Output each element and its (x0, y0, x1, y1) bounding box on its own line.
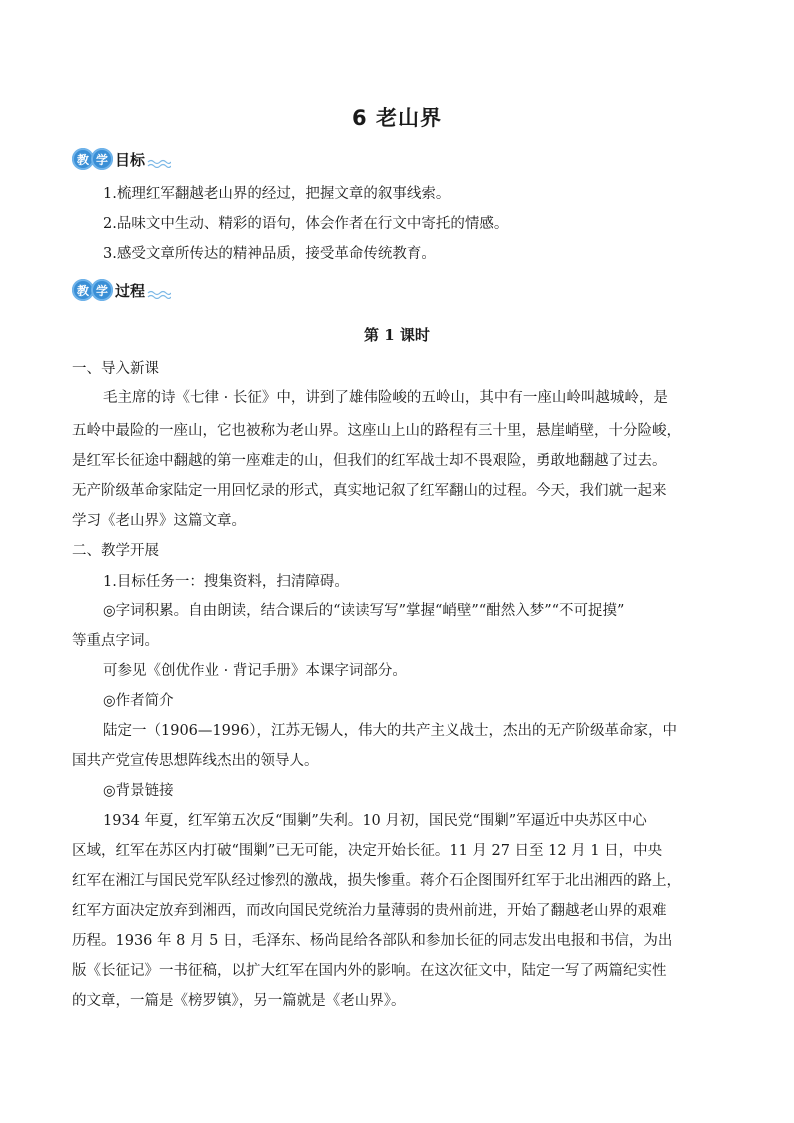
objective-item: 1.梳理红军翻越老山界的经过，把握文章的叙事线索。 (103, 186, 451, 202)
paragraph-line: 历程。1936 年 8 月 5 日，毛泽东、杨尚昆给各部队和参加长征的同志发出电报和书信，为出 (72, 933, 673, 949)
paragraph-line: 红军在湘江与国民党军队经过惨烈的激战，损失惨重。蒋介石企图围歼红军于北出湘西的路上， (72, 873, 681, 889)
objective-item: 3.感受文章所传达的精神品质，接受革命传统教育。 (103, 246, 436, 262)
paragraph-line: 1934 年夏，红军第五次反“围剿”失利。10 月初，国民党“围剿”军逼近中央苏区中心 (103, 813, 647, 829)
badge-circle-2: 学 (91, 148, 113, 170)
paragraph-line: ◎字词积累。自由朗读，结合课后的“读读写写”掌握“峭壁”“酣然入梦”“不可捉摸” (103, 603, 625, 619)
page-title: 6 老山界 (352, 106, 442, 130)
section-heading: 一、导入新课 (72, 361, 159, 377)
paragraph-line: 无产阶级革命家陆定一用回忆录的形式，真实地记叙了红军翻山的过程。今天，我们就一起来 (72, 483, 667, 499)
wave-decoration-icon (147, 289, 171, 299)
process-section-header (72, 277, 171, 303)
paragraph-line: 五岭中最险的一座山，它也被称为老山界。这座山上山的路程有三十里，悬崖峭壁，十分险峻， (72, 423, 681, 439)
process-heading: 过程 (115, 281, 146, 300)
badge-circle-1: 教 (72, 279, 94, 301)
objectives-section-header (72, 146, 171, 172)
paragraph-line: 版《长征记》一书征稿，以扩大红军在国内外的影响。在这次征文中，陆定一写了两篇纪实性 (72, 963, 667, 979)
wave-decoration-icon (147, 158, 171, 168)
badge-circle-1: 教 (72, 148, 94, 170)
paragraph-line: ◎作者简介 (103, 693, 174, 709)
lesson-title: 第 1 课时 (364, 326, 430, 344)
paragraph-line: 国共产党宣传思想阵线杰出的领导人。 (72, 753, 319, 769)
paragraph-line: 1.目标任务一：搜集资料，扫清障碍。 (103, 574, 349, 590)
paragraph-line: 毛主席的诗《七律 · 长征》中，讲到了雄伟险峻的五岭山，其中有一座山岭叫越城岭，是 (103, 390, 668, 406)
paragraph-line: 的文章，一篇是《榜罗镇》，另一篇就是《老山界》。 (72, 993, 406, 1009)
objective-item: 2.品味文中生动、精彩的语句，体会作者在行文中寄托的情感。 (103, 216, 509, 232)
objectives-heading: 目标 (115, 150, 146, 169)
paragraph-line: 学习《老山界》这篇文章。 (72, 513, 246, 529)
paragraph-line: ◎背景链接 (103, 783, 174, 799)
section-heading: 二、教学开展 (72, 543, 159, 559)
paragraph-line: 可参见《创优作业 · 背记手册》本课字词部分。 (103, 663, 407, 679)
paragraph-line: 等重点字词。 (72, 633, 159, 649)
paragraph-line: 陆定一（1906—1996），江苏无锡人，伟大的共产主义战士，杰出的无产阶级革命家，中 (103, 723, 678, 739)
paragraph-line: 红军方面决定放弃到湘西，而改向国民党统治力量薄弱的贵州前进，开始了翻越老山界的艰难 (72, 903, 667, 919)
paragraph-line: 区域，红军在苏区内打破“围剿”已无可能，决定开始长征。11 月 27 日至 12 月 1 日，中央 (72, 843, 663, 859)
paragraph-line: 是红军长征途中翻越的第一座难走的山，但我们的红军战士却不畏艰险，勇敢地翻越了过去。 (72, 453, 667, 469)
badge-circle-2: 学 (91, 279, 113, 301)
